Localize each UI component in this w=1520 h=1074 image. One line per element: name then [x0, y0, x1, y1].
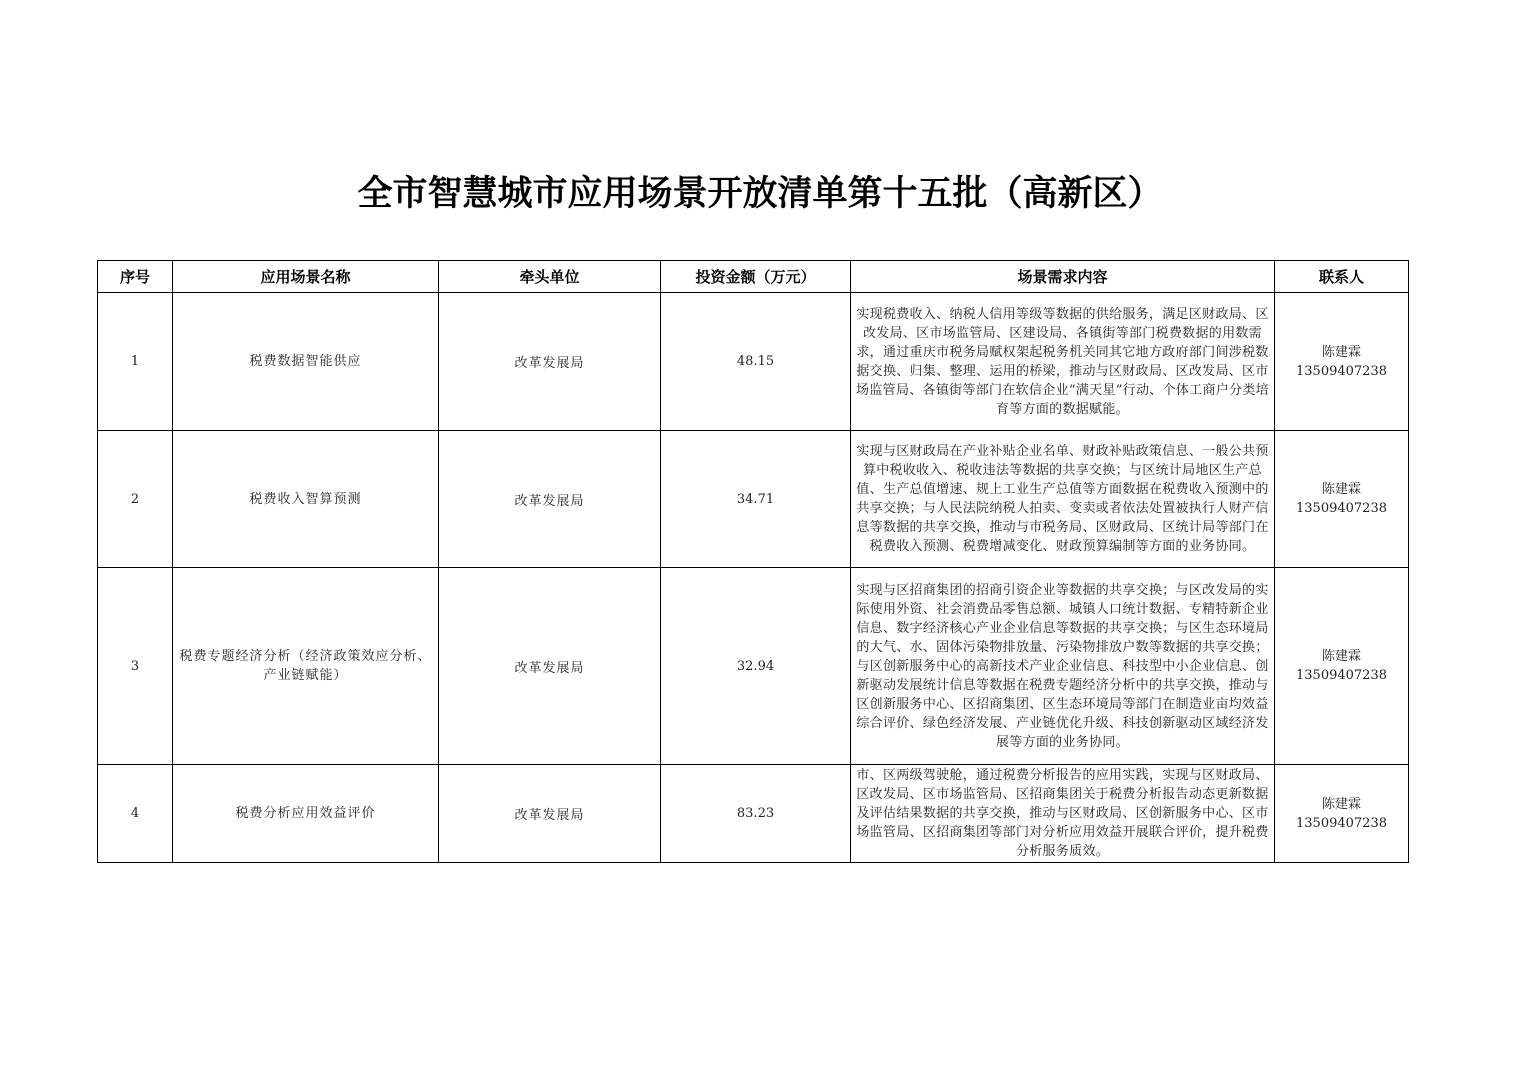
cell-amount: 32.94 — [661, 568, 851, 765]
cell-amount: 34.71 — [661, 431, 851, 568]
contact-phone: 13509407238 — [1296, 501, 1387, 516]
cell-description: 实现与区财政局在产业补贴企业名单、财政补贴政策信息、一般公共预算中税收收入、税收违法等数据的共享交换；与区统计局地区生产总值、生产总值增速、规上工业生产总值等方面数据在税费收入预测中的共享交换；与人民法院纳税人拍卖、变卖或者依法处置被执行人财产信息等数据的共享交换，推动与市税务局、区财政局、区统计局等部门在税费收入预测、税费增减变化、财政预算编制等方面的业务协同。 — [851, 431, 1275, 568]
table-row — [98, 568, 1409, 765]
table-row — [98, 765, 1409, 863]
cell-contact — [1275, 568, 1409, 765]
page-title: 全市智慧城市应用场景开放清单第十五批（高新区） — [357, 174, 1163, 214]
cell-scenario-name: 税费专题经济分析（经济政策效应分析、产业链赋能） — [173, 568, 439, 765]
cell-scenario-name: 税费数据智能供应 — [173, 293, 439, 431]
cell-seq: 4 — [98, 765, 173, 863]
contact-name: 陈建霖 — [1321, 649, 1361, 664]
table-row — [98, 293, 1409, 431]
contact-name: 陈建霖 — [1321, 344, 1361, 360]
cell-contact — [1275, 293, 1409, 431]
contact-phone: 13509407238 — [1296, 363, 1387, 379]
header-desc: 场景需求内容 — [851, 261, 1275, 293]
cell-description: 实现税费收入、纳税人信用等级等数据的供给服务，满足区财政局、区改发局、区市场监管局、区建设局、各镇街等部门税费数据的用数需求，通过重庆市税务局赋权架起税务机关同其它地方政府部门间涉税数据交换、归集、整理、运用的桥梁，推动与区财政局、区改发局、区市场监管局、各镇街等部门在软信企业“满天星”行动、个体工商户分类培育等方面的数据赋能。 — [851, 293, 1275, 431]
table-row — [98, 431, 1409, 568]
cell-description: 实现与区招商集团的招商引资企业等数据的共享交换；与区改发局的实际使用外资、社会消费品零售总额、城镇人口统计数据、专精特新企业信息、数字经济核心产业企业信息等数据的共享交换；与区生态环境局的大气、水、固体污染物排放量、污染物排放户数等数据的共享交换；与区创新服务中心的高新技术产业企业信息、科技型中小企业信息、创新驱动发展统计信息等数据在税费专题经济分析中的共享交换，推动与区创新服务中心、区招商集团、区生态环境局等部门在制造业亩均效益综合评价、绿色经济发展、产业链优化升级、科技创新驱动区域经济发展等方面的业务协同。 — [851, 568, 1275, 765]
cell-amount: 83.23 — [661, 765, 851, 863]
contact-phone: 13509407238 — [1296, 815, 1387, 831]
header-unit: 牵头单位 — [439, 261, 661, 293]
header-seq: 序号 — [98, 261, 173, 293]
cell-lead-unit: 改革发展局 — [439, 293, 661, 431]
cell-lead-unit: 改革发展局 — [439, 431, 661, 568]
cell-description: 市、区两级驾驶舱，通过税费分析报告的应用实践，实现与区财政局、区改发局、区市场监管局、区招商集团关于税费分析报告动态更新数据及评估结果数据的共享交换，推动与区财政局、区创新服务中心、区市场监管局、区招商集团等部门对分析应用效益开展联合评价，提升税费分析服务质效。 — [851, 765, 1275, 863]
cell-seq: 2 — [98, 431, 173, 568]
header-name: 应用场景名称 — [173, 261, 439, 293]
header-amount: 投资金额（万元） — [661, 261, 851, 293]
contact-name: 陈建霖 — [1321, 796, 1361, 812]
cell-contact — [1275, 431, 1409, 568]
table-header-row — [98, 261, 1409, 293]
cell-amount: 48.15 — [661, 293, 851, 431]
contact-phone: 13509407238 — [1296, 668, 1387, 683]
cell-lead-unit: 改革发展局 — [439, 568, 661, 765]
scenario-table — [97, 260, 1409, 863]
contact-name: 陈建霖 — [1321, 482, 1361, 497]
header-contact: 联系人 — [1275, 261, 1409, 293]
cell-scenario-name: 税费分析应用效益评价 — [173, 765, 439, 863]
cell-scenario-name: 税费收入智算预测 — [173, 431, 439, 568]
cell-seq: 3 — [98, 568, 173, 765]
cell-lead-unit: 改革发展局 — [439, 765, 661, 863]
cell-seq: 1 — [98, 293, 173, 431]
cell-contact — [1275, 765, 1409, 863]
